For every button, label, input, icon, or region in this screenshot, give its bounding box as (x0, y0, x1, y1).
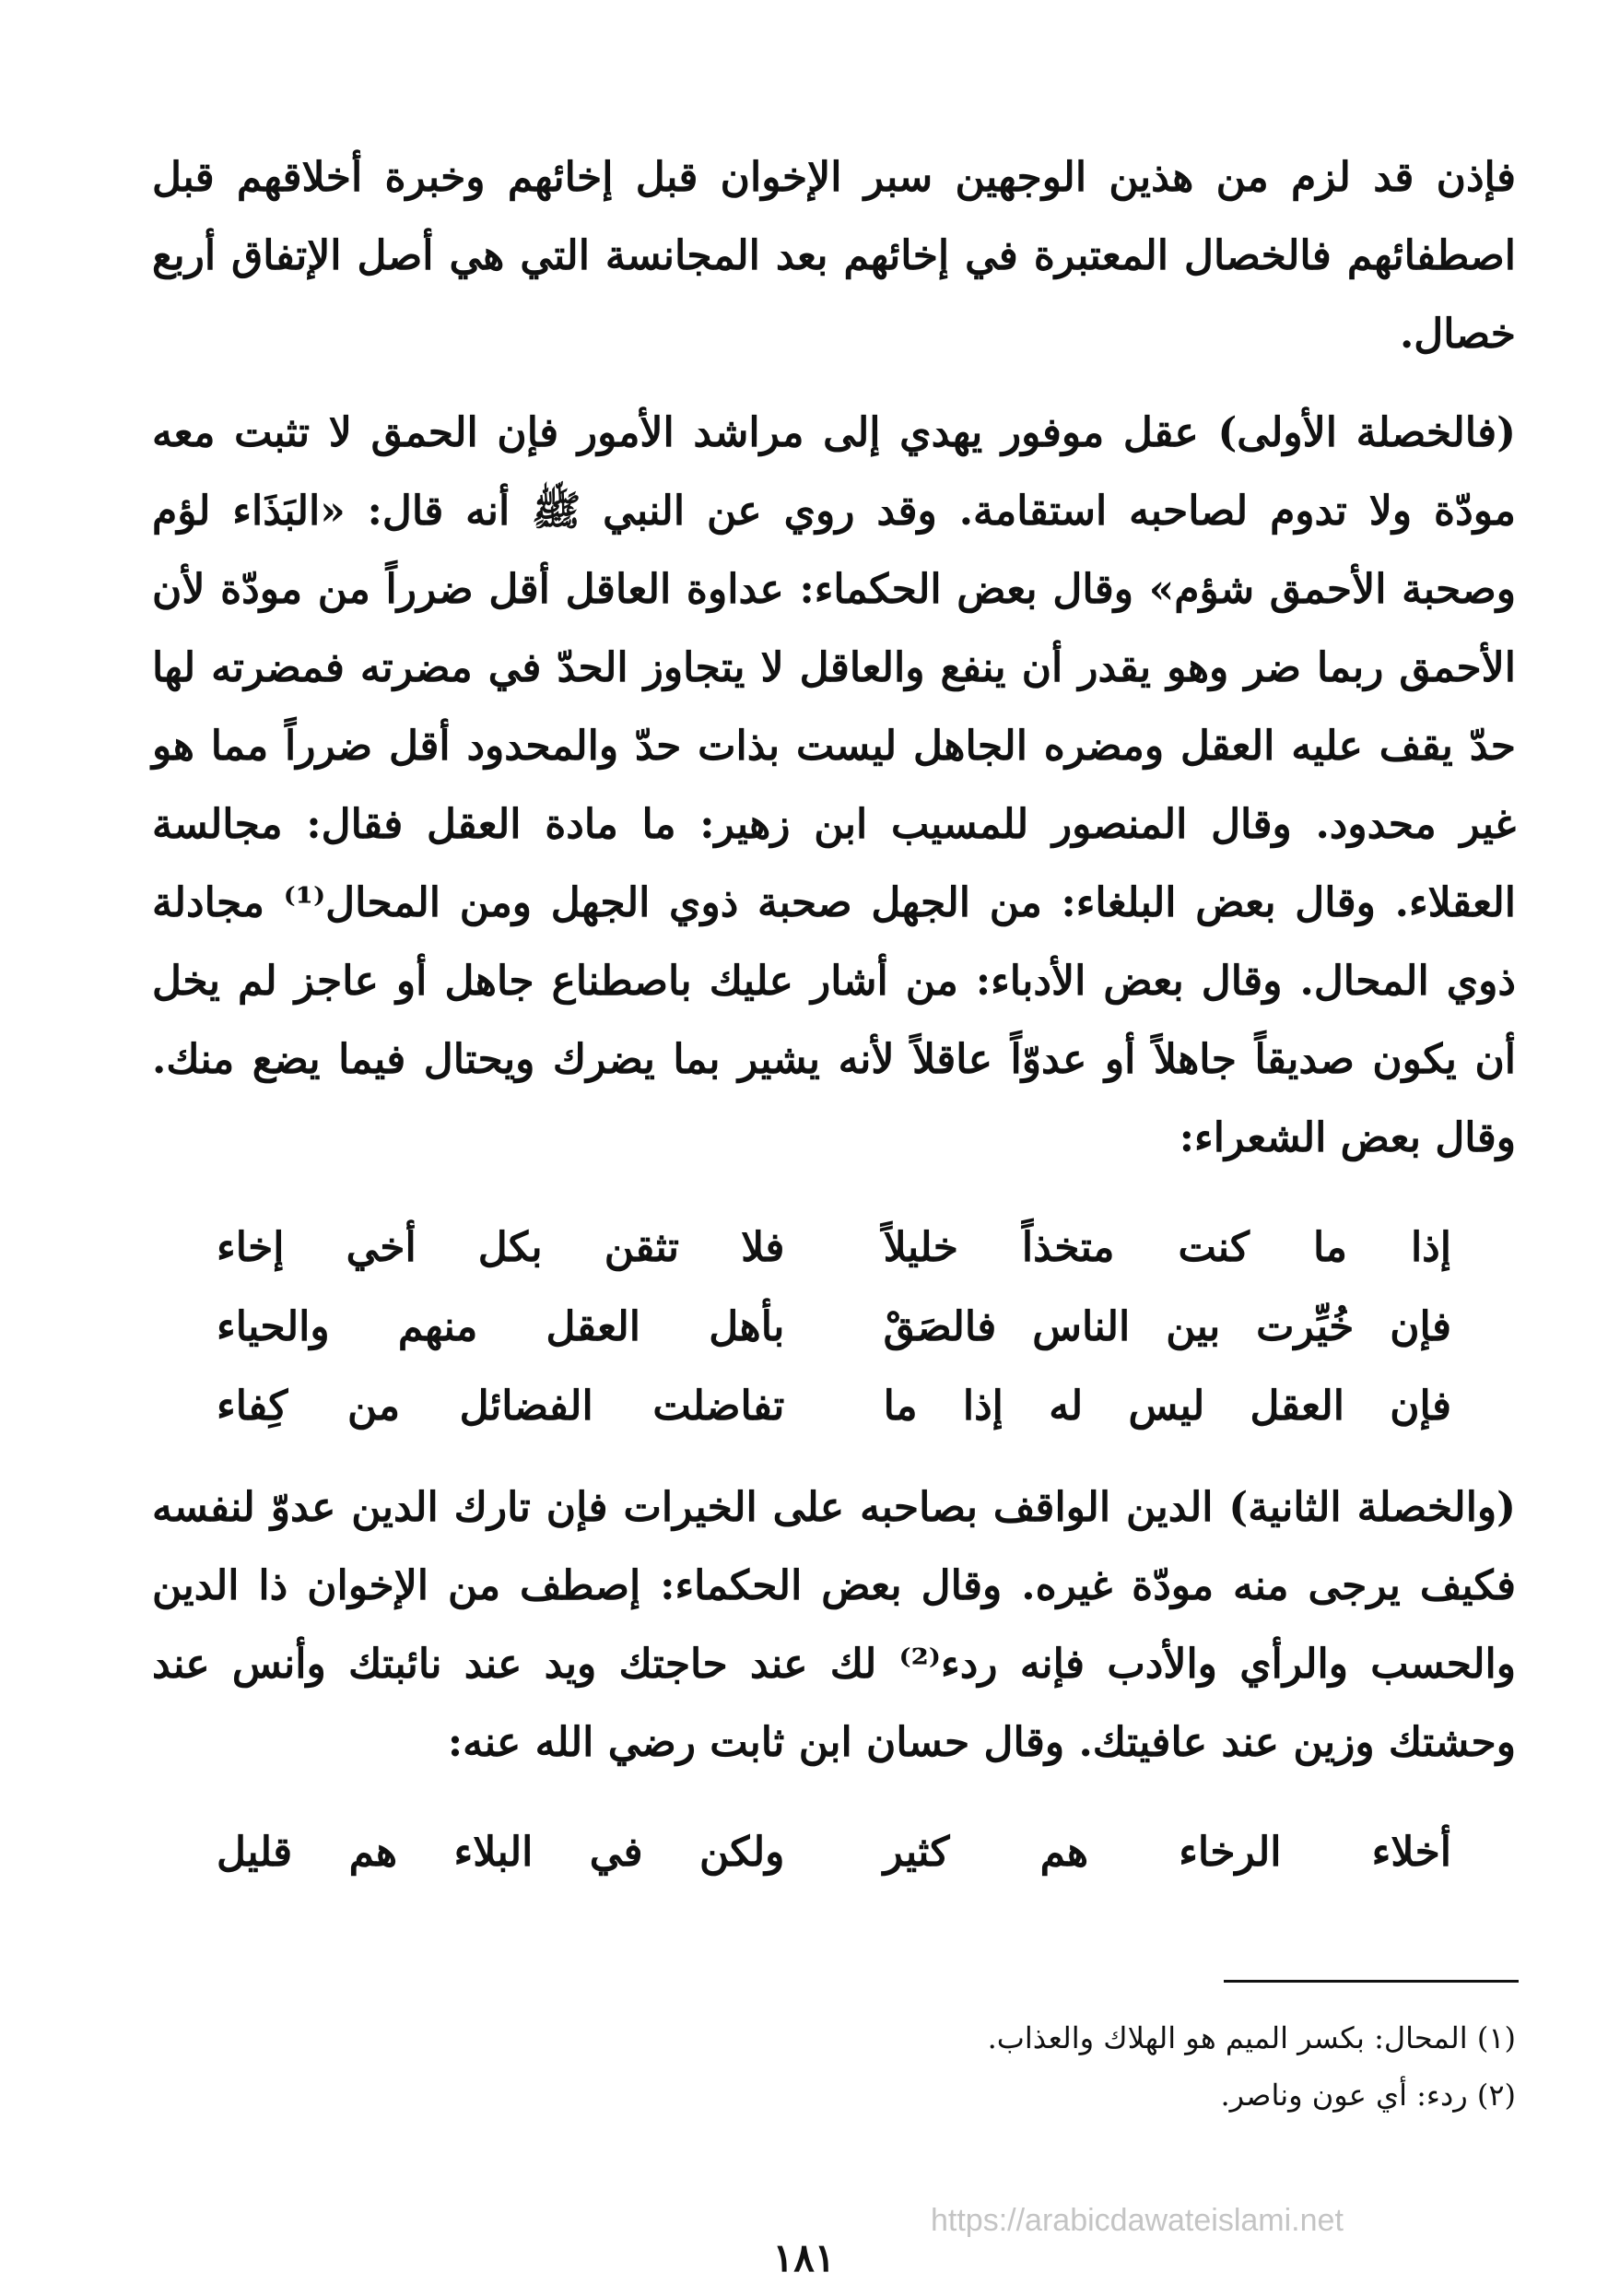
poem-verses-hassan (217, 1813, 1451, 1892)
poem-verse (217, 1367, 1451, 1446)
verse-first-half: فإن خُيِّرت بين الناس فالصَقْ (883, 1303, 1451, 1350)
footnotes (152, 2009, 1516, 2124)
poem-verse (217, 1288, 1451, 1367)
paragraph-intro: فإذن قد لزم من هذين الوجهين سبر الإخوان قبل إخائهم وخبرة أخلاقهم قبل اصطفائهم فالخصال المعتبرة في إخائهم بعد المجانسة التي هي أصل الإتفاق أربع خصال. (152, 154, 1516, 358)
verse-second-half: تفاضلت الفضائل من كِفاء (217, 1383, 785, 1430)
paragraph-second-trait: (والخصلة الثانية) الدين الواقف بصاحبه على الخيرات فإن تارك الدين عدوّ لنفسه فكيف يرجى منه مودّة غيره. وقال بعض الحكماء: إصطف من الإخوان ذا الدين والحسب والرأي والأدب فإنه ردء⁽²⁾ لك عند حاجتك ويد عند نائبتك وأنس عند وحشتك وزين عند عافيتك. وقال حسان ابن ثابت رضي الله عنه: (152, 1484, 1517, 1766)
verse-second-half: فلا تثقن بكل أخي إخاء (217, 1224, 785, 1271)
verse-second-half: بأهل العقل منهم والحياء (217, 1303, 785, 1350)
paragraph-first-trait: (فالخصلة الأولى) عقل موفور يهدي إلى مراشد الأمور فإن الحمق لا تثبت معه مودّة ولا تدوم لصاحبه استقامة. وقد روي عن النبي ﷺ أنه قال: «البَذَاء لؤم وصحبة الأحمق شؤم» وقال بعض الحكماء: عداوة العاقل أقل ضرراً من مودّة لأن الأحمق ربما ضر وهو يقدر أن ينفع والعاقل لا يتجاوز الحدّ في مضرته فمضرته لها حدّ يقف عليه العقل ومضره الجاهل ليست بذات حدّ والمحدود أقل ضرراً مما هو غير محدود. وقال المنصور للمسيب ابن زهير: ما مادة العقل فقال: مجالسة العقلاء. وقال بعض البلغاء: من الجهل صحبة ذوي الجهل ومن المحال⁽¹⁾ مجادلة ذوي المحال. وقال بعض الأدباء: من أشار عليك باصطناع جاهل أو عاجز لم يخل أن يكون صديقاً جاهلاً أو عدوّاً عاقلاً لأنه يشير بما يضرك ويحتال فيما يضع منك. وقال بعض الشعراء: (152, 409, 1516, 1161)
verse-first-half: أخلاء الرخاء هم كثير (883, 1829, 1451, 1876)
page-body (152, 138, 1516, 1914)
verse-second-half: ولكن في البلاء هم قليل (217, 1829, 785, 1876)
poem-verse (217, 1813, 1451, 1892)
poem-verse (217, 1208, 1451, 1288)
watermark-url: https://arabicdawateislami.net (931, 2203, 1344, 2238)
footnote-2: (٢) ردء: أي عون وناصر. (1220, 2078, 1516, 2113)
footnote-1: (١) المحال: بكسر الميم هو الهلاك والعذاب. (987, 2020, 1516, 2055)
verse-first-half: إذا ما كنت متخذاً خليلاً (883, 1224, 1451, 1271)
footnote-divider (1224, 1980, 1519, 1983)
verse-first-half: فإن العقل ليس له إذا ما (883, 1383, 1451, 1430)
page-number: ١٨١ (772, 2235, 836, 2280)
poem-verses (217, 1208, 1451, 1446)
